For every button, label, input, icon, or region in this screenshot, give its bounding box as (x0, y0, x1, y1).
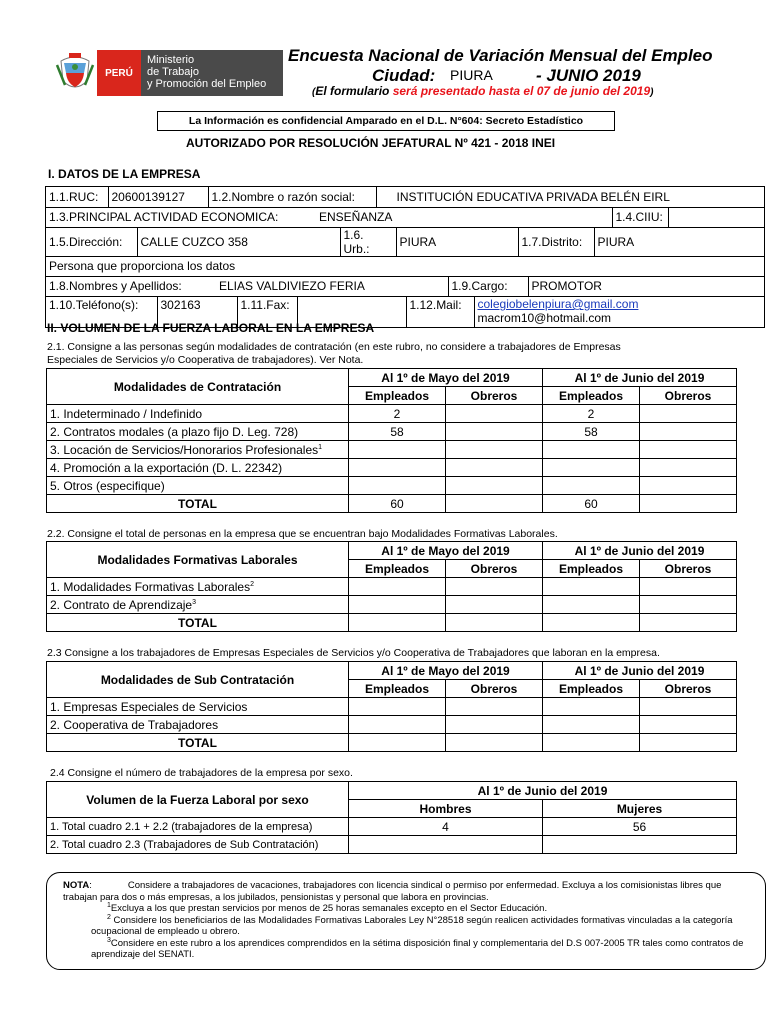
urb-field[interactable]: PIURA (399, 235, 437, 249)
t3-cell[interactable] (543, 716, 640, 734)
table-row-total (47, 495, 737, 513)
t2-cell[interactable] (543, 578, 640, 596)
informant-heading: Persona que proporciona los datos (46, 257, 765, 277)
t3-jun-obr-header: Obreros (640, 680, 737, 698)
t3-may-obr-header: Obreros (446, 680, 543, 698)
t1-cell[interactable] (640, 423, 737, 441)
coat-of-arms-icon (55, 51, 95, 95)
city-label: Ciudad: (372, 66, 436, 85)
t3-cell[interactable] (349, 716, 446, 734)
t1-total-label: TOTAL (47, 495, 349, 513)
t1-cell[interactable]: 2 (349, 405, 446, 423)
t1-may-header: Al 1º de Mayo del 2019 (349, 369, 543, 387)
t2-cell[interactable] (640, 578, 737, 596)
fax-label: 1.11.Fax: (237, 297, 297, 327)
footnote-3-text: Considere en este rubro a los aprendices comprendidos en la sétima disposición final y complementaria del D.S 007-2005 TR tales como contratos de aprendizaje del SENATI. (91, 937, 744, 960)
t1-cell[interactable] (543, 441, 640, 459)
names-field[interactable]: ELIAS VALDIVIEZO FERIA (219, 279, 365, 294)
t2-row-1-text: 1. Modalidades Formativas Laborales (50, 579, 251, 594)
table-row-total (47, 734, 737, 752)
section-2-title: II. VOLUMEN DE LA FUERZA LABORAL EN LA EMPRESA (47, 321, 375, 335)
activity-label: 1.3.PRINCIPAL ACTIVIDAD ECONOMICA: (49, 210, 279, 225)
t1-cell[interactable] (349, 459, 446, 477)
t1-cell[interactable] (446, 423, 543, 441)
t2-jun-header: Al 1º de Junio del 2019 (543, 542, 737, 560)
t2-may-obr-header: Obreros (446, 560, 543, 578)
t3-total-cell[interactable] (640, 734, 737, 752)
t1-jun-header: Al 1º de Junio del 2019 (543, 369, 737, 387)
t4-men-header: Hombres (349, 800, 543, 818)
address-field[interactable]: CALLE CUZCO 358 (140, 235, 248, 249)
t3-total-cell[interactable] (349, 734, 446, 752)
t2-total-label: TOTAL (47, 614, 349, 632)
table-row (47, 836, 737, 854)
authorization-line: AUTORIZADO POR RESOLUCIÓN JEFATURAL Nº 421 - 2018 INEI (186, 136, 556, 150)
intro-2-4: 2.4 Consigne el número de trabajadores de la empresa por sexo. (50, 767, 353, 779)
t4-cell-men[interactable]: 4 (349, 818, 543, 836)
table-row (47, 596, 737, 614)
t3-cell[interactable] (446, 716, 543, 734)
t4-women-header: Mujeres (543, 800, 737, 818)
note-box (46, 872, 766, 970)
company-data-table (45, 186, 765, 328)
t1-jun-emp-header: Empleados (543, 387, 640, 405)
intro-2-3: 2.3 Consigne a los trabajadores de Empresas Especiales de Servicios y/o Cooperativa de Trabajadores que laboran en la empresa. (47, 647, 660, 659)
subcontracting-table (46, 661, 737, 752)
intro-2-1 (47, 341, 621, 367)
t3-cell[interactable] (446, 698, 543, 716)
ruc-field[interactable]: 20600139127 (108, 187, 208, 207)
t4-header: Volumen de la Fuerza Laboral por sexo (47, 782, 349, 818)
section-1-title: I. DATOS DE LA EMPRESA (48, 167, 201, 181)
footnote-1-marker: 1 (107, 901, 111, 909)
t2-cell[interactable] (543, 596, 640, 614)
t1-cell[interactable] (543, 477, 640, 495)
t3-may-header: Al 1º de Mayo del 2019 (349, 662, 543, 680)
table-row (47, 698, 737, 716)
t2-total-cell[interactable] (543, 614, 640, 632)
mail-label: 1.12.Mail: (406, 297, 474, 327)
t2-total-cell[interactable] (446, 614, 543, 632)
t3-cell[interactable] (543, 698, 640, 716)
address-label: 1.5.Dirección: (46, 228, 137, 256)
t2-total-cell[interactable] (349, 614, 446, 632)
table-row (47, 578, 737, 596)
company-name-field[interactable]: INSTITUCIÓN EDUCATIVA PRIVADA BELÉN EIRL (396, 189, 670, 204)
t2-row-2-text: 2. Contrato de Aprendizaje (50, 597, 193, 612)
table-row (47, 477, 737, 495)
t1-cell[interactable] (446, 477, 543, 495)
t1-may-emp-header: Empleados (349, 387, 446, 405)
t1-row-label: 4. Promoción a la exportación (D. L. 22342) (47, 459, 349, 477)
t3-jun-emp-header: Empleados (543, 680, 640, 698)
table-row (47, 423, 737, 441)
mail-secondary[interactable]: macrom10@hotmail.com (477, 311, 612, 325)
t1-total-cell[interactable] (640, 495, 737, 513)
table-row (47, 405, 737, 423)
t1-cell[interactable]: 58 (349, 423, 446, 441)
t4-cell-men[interactable] (349, 836, 543, 854)
ciiu-label: 1.4.CIIU: (612, 208, 668, 228)
paren-open: ( (312, 87, 316, 98)
labor-by-sex-table (46, 781, 737, 854)
t3-total-label: TOTAL (47, 734, 349, 752)
mail-primary-link[interactable]: colegiobelenpiura@gmail.com (477, 297, 639, 311)
role-field[interactable]: PROMOTOR (531, 279, 602, 294)
t1-row-3-text: 3. Locación de Servicios/Honorarios Profesionales (50, 442, 319, 457)
note-footnote-2 (63, 915, 753, 938)
t4-cell-women[interactable] (543, 836, 737, 854)
t2-row-label (47, 596, 349, 614)
footnote-marker: 1 (318, 443, 323, 451)
t1-cell[interactable] (543, 459, 640, 477)
urb-label: 1.6. Urb.: (340, 228, 396, 256)
paren-close: ) (650, 87, 654, 98)
t1-cell[interactable] (640, 459, 737, 477)
t3-row-label: 1. Empresas Especiales de Servicios (47, 698, 349, 716)
table-row (47, 459, 737, 477)
role-label: 1.9.Cargo: (448, 277, 528, 297)
ministry-logo (55, 50, 285, 96)
confidentiality-notice: La Información es confidencial Amparado en el D.L. N°604: Secreto Estadístico (157, 111, 615, 131)
t1-cell[interactable]: 58 (543, 423, 640, 441)
note-footnote-3 (63, 938, 753, 961)
t1-total-cell[interactable]: 60 (543, 495, 640, 513)
survey-month: - JUNIO 2019 (536, 66, 641, 85)
footnote-2-text: Considere los beneficiarios de las Modalidades Formativas Laborales Ley N°28518 según realicen actividades formativas vinculadas a la categoría ocupacional de empleado u obrero. (91, 914, 733, 937)
t1-cell[interactable]: 2 (543, 405, 640, 423)
ministry-name (141, 50, 283, 96)
t3-cell[interactable] (349, 698, 446, 716)
city-value: PIURA (450, 67, 493, 83)
contract-modalities-table (46, 368, 737, 513)
ciiu-field[interactable] (668, 208, 764, 228)
t2-cell[interactable] (640, 596, 737, 614)
t1-cell[interactable] (446, 405, 543, 423)
note-footnote-1 (63, 903, 753, 915)
t4-row-label: 2. Total cuadro 2.3 (Trabajadores de Sub Contratación) (47, 836, 349, 854)
table-row-total (47, 614, 737, 632)
deadline-date: será presentado hasta el 07 de junio del 2019 (392, 84, 651, 98)
formative-modalities-table (46, 541, 737, 632)
t1-total-cell[interactable]: 60 (349, 495, 446, 513)
t3-row-label: 2. Cooperativa de Trabajadores (47, 716, 349, 734)
phone-label: 1.10.Teléfono(s): (46, 297, 157, 327)
t1-header: Modalidades de Contratación (47, 369, 349, 405)
t1-may-obr-header: Obreros (446, 387, 543, 405)
t1-row-label: 2. Contratos modales (a plazo fijo D. Leg. 728) (47, 423, 349, 441)
t4-jun-header: Al 1º de Junio del 2019 (349, 782, 737, 800)
names-label: 1.8.Nombres y Apellidos: (49, 279, 182, 294)
footnote-2-marker: 2 (107, 913, 111, 921)
t2-cell[interactable] (446, 578, 543, 596)
t1-cell[interactable] (349, 441, 446, 459)
table-row (47, 818, 737, 836)
t3-header: Modalidades de Sub Contratación (47, 662, 349, 698)
t2-header: Modalidades Formativas Laborales (47, 542, 349, 578)
t3-jun-header: Al 1º de Junio del 2019 (543, 662, 737, 680)
t1-cell[interactable] (640, 441, 737, 459)
t1-row-label (47, 441, 349, 459)
mail-field[interactable] (474, 297, 764, 327)
t1-cell[interactable] (446, 441, 543, 459)
deadline-prefix: El formulario (315, 84, 393, 98)
t2-cell[interactable] (349, 578, 446, 596)
t1-cell[interactable] (349, 477, 446, 495)
t2-jun-obr-header: Obreros (640, 560, 737, 578)
peru-label: PERÚ (97, 50, 141, 96)
table-row (47, 441, 737, 459)
t1-cell[interactable] (446, 459, 543, 477)
t1-cell[interactable] (640, 477, 737, 495)
t2-may-header: Al 1º de Mayo del 2019 (349, 542, 543, 560)
t4-cell-women[interactable]: 56 (543, 818, 737, 836)
note-main: NOTA: Considere a trabajadores de vacaciones, trabajadores con licencia sindical o permiso por enfermedad. Excluya a los comisionistas libres que trabajan para dos o más empresas, a los jubilados, pensionistas y personal que labora en provincias. (63, 880, 722, 903)
ministry-line-1: Ministerio (147, 54, 195, 66)
survey-title: Encuesta Nacional de Variación Mensual del Empleo (288, 46, 713, 65)
note-text: Considere a trabajadores de vacaciones, trabajadores con licencia sindical o permiso por enfermedad. Excluya a los comisionistas libres que trabajan para dos o más empresas, a los jubilados, pensionistas y personal que labora en provincias. (63, 880, 722, 903)
t2-cell[interactable] (349, 596, 446, 614)
t2-row-label (47, 578, 349, 596)
t2-total-cell[interactable] (640, 614, 737, 632)
t3-total-cell[interactable] (446, 734, 543, 752)
activity-field[interactable]: ENSEÑANZA (319, 210, 393, 225)
t1-row-label: 5. Otros (especifique) (47, 477, 349, 495)
ministry-line-3: y Promoción del Empleo (147, 78, 267, 90)
t3-total-cell[interactable] (543, 734, 640, 752)
footnote-3-marker: 3 (107, 936, 111, 944)
intro-2-1-line-1: 2.1. Consigne a las personas según modalidades de contratación (en este rubro, no considere a trabajadores de Empresas (47, 341, 621, 353)
company-name-label: 1.2.Nombre o razón social: (208, 187, 376, 207)
ministry-line-2: de Trabajo (147, 66, 199, 78)
note-label: NOTA (63, 880, 90, 891)
footnote-marker: 3 (192, 598, 197, 606)
intro-2-2: 2.2. Consigne el total de personas en la empresa que se encuentran bajo Modalidades Formativas Laborales. (47, 528, 558, 540)
table-row (47, 716, 737, 734)
t2-cell[interactable] (446, 596, 543, 614)
district-field[interactable]: PIURA (597, 235, 635, 249)
t1-cell[interactable] (640, 405, 737, 423)
t1-jun-obr-header: Obreros (640, 387, 737, 405)
district-label: 1.7.Distrito: (518, 228, 594, 256)
footnote-1-text: Excluya a los que prestan servicios por menos de 25 horas semanales excepto en el Sector Educación. (110, 903, 548, 914)
t1-row-label: 1. Indeterminado / Indefinido (47, 405, 349, 423)
ruc-label: 1.1.RUC: (49, 189, 99, 204)
submission-deadline (312, 84, 653, 98)
t3-cell[interactable] (640, 698, 737, 716)
t4-row-label: 1. Total cuadro 2.1 + 2.2 (trabajadores de la empresa) (47, 818, 349, 836)
phone-field[interactable]: 302163 (157, 297, 237, 327)
t1-total-cell[interactable] (446, 495, 543, 513)
footnote-marker: 2 (250, 580, 255, 588)
intro-2-1-line-2: Especiales de Servicios y/o Cooperativa de trabajadores). Ver Nota. (47, 354, 364, 366)
t2-may-emp-header: Empleados (349, 560, 446, 578)
t3-cell[interactable] (640, 716, 737, 734)
t2-jun-emp-header: Empleados (543, 560, 640, 578)
t3-may-emp-header: Empleados (349, 680, 446, 698)
